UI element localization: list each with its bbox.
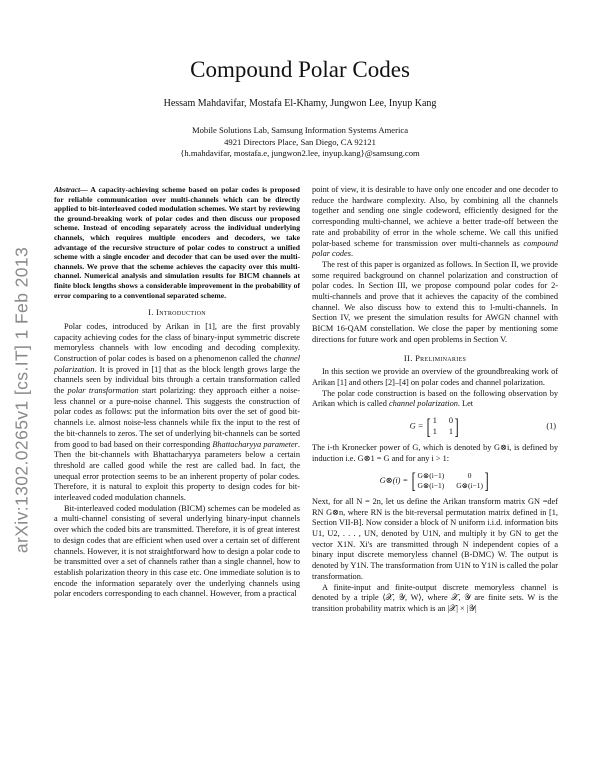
abstract-label: Abstract: [54, 185, 81, 194]
affiliation: [0, 125, 600, 160]
affiliation-address: 4921 Directors Place, San Diego, CA 92121: [224, 136, 376, 147]
arxiv-stamp: [6, 220, 38, 580]
equation-2: [312, 467, 558, 493]
paper-title: Compound Polar Codes: [190, 57, 410, 82]
prelim-paragraph-dmc: A finite-input and finite-output discrete memoryless channel is denoted by a triple ⟨𝒳, 𝒴, W⟩, where 𝒳, 𝒴 are finite sets. W is the transition probability matrix which is an |𝒳| × |𝒴|: [312, 582, 558, 613]
intro-paragraph-1: Polar codes, introduced by Arikan in [1], are the first provably capacity achieving codes for the class of binary-input symmetric discrete memoryless channels with low encoding and decoding complexity. Construction of polar codes is based on a phenomenon called the channel polarization. It is proved in [1] that as the block length grows large the channels seen by individual bits through a certain transformation called the polar transformation start polarizing: they approach either a noise-less channel or a pure-noise channel. This suggests the construction of polar codes as follows: put the information bits over the set of good bit-channels i.e. almost noise-less channels while fix the input to the rest of the bit-channels to zeros. The set of underlying bit-channels can be sorted from good to bad based on their corresponding Bhattacharyya parameter. Then the bit-channels with Bhattacharyya parameters below a certain threshold are called good while the rest are called bad. In fact, the unequal error protection seems to be an inherent property of polar codes. Therefore, it is natural to exploit this property to design codes for bit-interleaved coded modulation channels.: [54, 321, 301, 503]
equation-1: [312, 413, 558, 439]
abstract: [54, 185, 300, 300]
intro-paragraph-3: point of view, it is desirable to have only one encoder and one decoder to reduce the hardware complexity. Also, by combining all the channels together and sending one single codeword, efficiently designed for the corresponding multi-channel, we achieve a better trade-off between the rate and probability of error in the whole scheme. We call this unified polar-based scheme for transmission over multi-channels as compound polar codes.: [312, 185, 558, 259]
equation-1-lhs: G =: [409, 421, 424, 431]
author-list: Hessam Mahdavifar, Mostafa El-Khamy, Jungwon Lee, Inyup Kang: [163, 98, 437, 109]
prelim-paragraph-1: In this section we provide an overview of the groundbreaking work of Arikan [1] and others [2]–[4] on polar codes and channel polarization.: [312, 367, 558, 387]
equation-1-number: (1): [546, 421, 556, 431]
prelim-paragraph-transform: Next, for all N = 2n, let us define the Arikan transform matrix GN =def RN G⊗n, where RN is the bit-reversal permutation matrix defined in [1, Section VII-B]. Now consider a block of N uniform i.i.d. information bits U1, U2, . . . , UN, denoted by U1N, and multiply it by GN to get the vector X1N. Xi's are transmitted through N independent copies of a binary input discrete memoryless channel (B-DMC) W. The output is denoted by Y1N. The transformation from U1N to Y1N is called the polar transformation.: [312, 496, 559, 581]
section-heading-preliminaries: II. Preliminaries: [403, 352, 467, 363]
matrix-g: [ 1 0 1 1 ]: [427, 413, 459, 439]
prelim-paragraph-kronecker: The i-th Kronecker power of G, which is denoted by G⊗i, is defined by induction i.e. G⊗1 = G and for any i > 1:: [312, 443, 558, 464]
arxiv-stamp-text: arXiv:1302.0265v1 [cs.IT] 1 Feb 2013: [11, 246, 32, 554]
affiliation-lab: Mobile Solutions Lab, Samsung Information Systems America: [191, 125, 409, 135]
equation-2-lhs: G⊗(i) =: [379, 475, 409, 485]
affiliation-emails: {h.mahdavifar, mostafa.e, jungwon2.lee, inyup.kang}@samsung.com: [180, 148, 420, 158]
section-heading-introduction: I. Introduction: [148, 307, 206, 318]
prelim-paragraph-2: The polar code construction is based on the following observation by Arikan which is called channel polarization. Let: [312, 388, 558, 409]
left-column: [54, 185, 300, 600]
intro-paragraph-2: Bit-interleaved coded modulation (BICM) schemes can be modeled as a multi-channel consisting of several underlying binary-input channels over which the coded bits are transmitted. Therefore, it is of great interest to design codes that are efficient when used over a certain set of different channels. However, it is not straightforward how to design a polar code to be transmitted over a set of channels rather than a single channel, how to establish polarization theory in this case etc. One immediate solution is to encode the information separately over the underlying channels using polar encoders corresponding to each channel. However, from a practical: [54, 503, 300, 599]
abstract-text: — A capacity-achieving scheme based on polar codes is proposed for reliable communication over multi-channels which can be directly applied to bit-interleaved coded modulation schemes. We start by reviewing the ground-breaking work of polar codes and then discuss our proposed scheme. Instead of encoding separately across the individual underlying channels, which requires multiple encoders and decoders, we take advantage of the recursive structure of polar codes to construct a unified scheme with a single encoder and decoder that can be used over the multi-channels. We prove that the scheme achieves the capacity over this multi-channel. Numerical analysis and simulation results for BICM channels at finite block lengths shows a considerable improvement in the probability of error comparing to a conventional separated scheme.: [54, 185, 300, 300]
matrix-kronecker: [ G⊗(i−1) 0 G⊗(i−1) G⊗(i−1) ]: [411, 467, 489, 493]
intro-paragraph-organization: The rest of this paper is organized as follows. In Section II, we provide some required background on channel polarization and construction of polar codes. In Section III, we propose compound polar codes for 2-multi-channels and prove that it achieves the capacity of the combined channel. We also discuss how to extend this to l-multi-channels. In Section IV, we present the simulation results for AWGN channel with BICM 16-QAM constellation. We close the paper by mentioning some directions for future work and open problems in Section V.: [312, 259, 558, 344]
right-column: [312, 185, 558, 615]
